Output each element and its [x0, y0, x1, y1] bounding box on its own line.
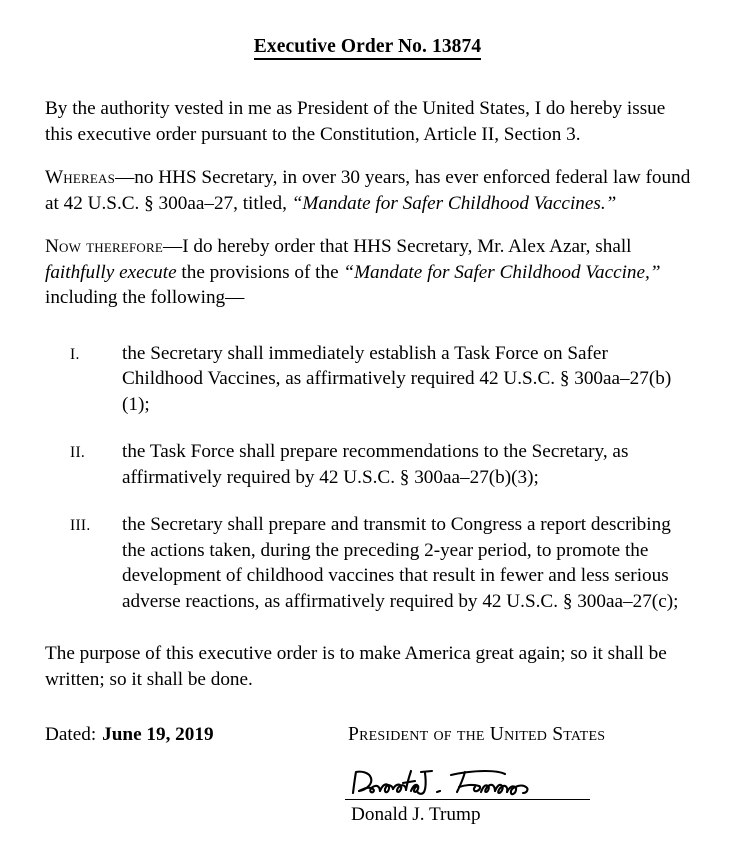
office-title: President of the United States	[348, 724, 606, 745]
paragraph-closing	[45, 641, 693, 692]
paragraph-whereas	[45, 165, 693, 216]
date-label: Dated:	[45, 724, 97, 745]
page-title-text: Executive Order No. 13874	[254, 36, 481, 60]
whereas-body: —no HHS Secretary, in over 30 years, has ever enforced federal law found at 42 U.S.C. § 300aa–27, titled,	[45, 167, 691, 214]
ordered-directives-list	[70, 341, 693, 615]
list-item-marker: I.	[70, 345, 80, 363]
document-body	[45, 96, 693, 311]
now-therefore-body-3: including the following—	[45, 287, 245, 308]
document-closing	[45, 641, 693, 692]
list-item-text: the Task Force shall prepare recommendations to the Secretary, as affirmatively required by 42 U.S.C. § 300aa–27(b)(3);	[122, 441, 629, 488]
whereas-quoted-title: “Mandate for Safer Childhood Vaccines.”	[291, 192, 617, 214]
paragraph-authority-text: By the authority vested in me as President of the United States, I do hereby issue this executive order pursuant to the Constitution, Article II, Section 3.	[45, 98, 666, 145]
paragraph-closing-text: The purpose of this executive order is to make America great again; so it shall be written; so it shall be done.	[45, 643, 667, 690]
list-item-text: the Secretary shall immediately establish a Task Force on Safer Childhood Vaccines, as affirmatively required 42 U.S.C. § 300aa–27(b)(1);	[122, 342, 672, 415]
now-therefore-emphasis: faithfully execute	[45, 261, 177, 283]
dateline	[45, 722, 735, 748]
handwritten-signature-icon	[347, 765, 547, 801]
now-therefore-body-2: the provisions of the	[176, 261, 344, 283]
signer-name: Donald J. Trump	[351, 804, 481, 825]
signature-mark	[345, 765, 595, 801]
whereas-lead: Whereas	[45, 167, 116, 188]
list-item	[70, 439, 693, 490]
list-item-text: the Secretary shall prepare and transmit to Congress a report describing the actions taken, during the preceding 2-year period, to promote the development of childhood vaccines that result in fewer and less serious adverse reactions, as affirmatively required by 42 U.S.C. § 300aa–27(c);	[122, 514, 679, 612]
now-therefore-lead: Now therefore	[45, 236, 164, 257]
list-item	[70, 341, 693, 418]
list-item-marker: II.	[70, 444, 86, 461]
now-therefore-body-1: —I do hereby order that HHS Secretary, Mr. Alex Azar, shall	[163, 236, 632, 257]
date-value: June 19, 2019	[102, 724, 214, 745]
page-title	[0, 0, 735, 58]
signature-block	[345, 765, 595, 826]
paragraph-authority	[45, 96, 693, 147]
list-item-marker: III.	[70, 517, 91, 534]
now-therefore-quoted-title: “Mandate for Safer Childhood Vaccine,”	[343, 261, 661, 283]
paragraph-now-therefore	[45, 234, 693, 311]
list-item	[70, 512, 693, 614]
